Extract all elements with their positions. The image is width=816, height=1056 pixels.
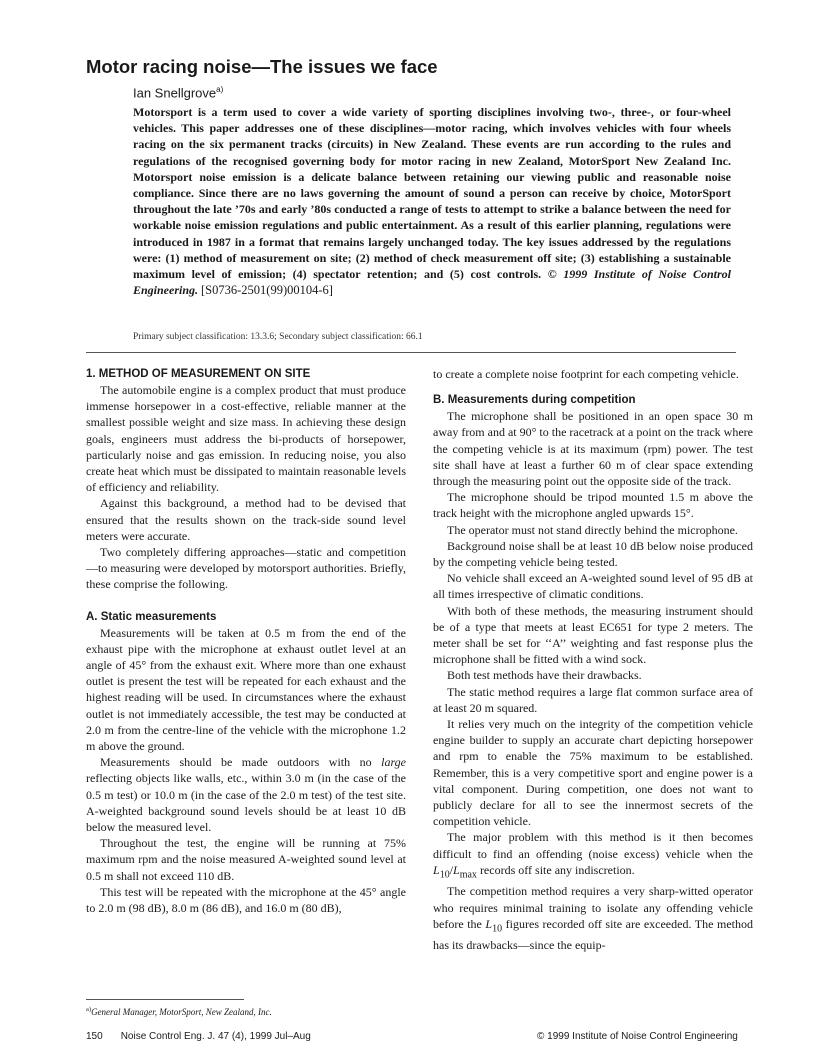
left-column <box>86 366 406 916</box>
paragraph: Measurements will be taken at 0.5 m from the end of the exhaust pipe with the microphone at exhaust outlet level at an angle of 45° from the exhaust exit. Where more than one exhaust outlet is present the test will be repeated for each exhaust and the highest reading will be used. In circumstances where the exhaust outlet is not immediately accessible, the test may be conducted at 2.0 m from the centre-line of the vehicle with the microphone 1.2 m above the ground. <box>86 625 406 754</box>
paragraph: Throughout the test, the engine will be running at 75% maximum rpm and the noise measured A-weighted sound level at 0.5 m shall not exceed 110 dB. <box>86 836 406 883</box>
paragraph: It relies very much on the integrity of the competition vehicle engine builder to supply an accurate chart depicting horsepower and rpm to enable the 75% maximum to be established. Remember, this is a very competitive sport and engine power is a vital component. During competition, one does not want to publicly declare for all to see the innermost secrets of the competition vehicle. <box>433 717 753 829</box>
paragraph: The automobile engine is a complex product that must produce immense horsepower in a cost-effective, reliable manner at the smallest possible weight and size mass. In achieving these design goals, engineers must address the bi-products of horsepower, particularly noise and gas emission. In reducing noise, you also create heat which must be dissipated to maintain reasonable levels of efficiency and reliability. <box>86 383 406 495</box>
footer-left <box>86 1031 311 1043</box>
subject-classification: Primary subject classification: 13.3.6; Secondary subject classification: 66.1 <box>133 332 423 342</box>
footnote <box>86 1004 272 1018</box>
abstract-text: Motorsport is a term used to cover a wide variety of sporting disciplines involving two-, three-, or four-wheel vehicles. This paper addresses one of these disciplines—motor racing, which involves vehicles with four wheels racing on the six permanent tracks (circuits) in New Zealand. These events are run according to the rules and regulations of the recognised governing body for motor racing in new Zealand, MotorSport New Zealand Inc. Motorsport noise emission is a delicate balance between retaining our viewing public and reasonable noise compliance. Since there are no laws governing the amount of sound a person can receive by choice, MotorSport throughout the late ’70s and early ’80s conducted a range of tests to attempt to strike a balance between the need for workable noise emission regulations and public entertainment. As a result of this earlier planning, regulations were introduced in 1987 in a format that remains largely unchanged today. The key issues addressed by the regulations were: (1) method of measurement on site; (2) method of check measurement off site; (3) establishing a sustainable maximum level of emission; (4) spectator retention; and (5) cost controls. <box>133 105 731 282</box>
paragraph: No vehicle shall exceed an A-weighted sound level of 95 dB at all times irrespective of climatic conditions. <box>433 571 753 602</box>
journal-citation: Noise Control Eng. J. 47 (4), 1999 Jul–Aug <box>120 1031 311 1042</box>
author-name: Ian Snellgrove <box>133 85 217 101</box>
paragraph: The static method requires a large flat common surface area of at least 20 m squared. <box>433 684 753 715</box>
paragraph: The microphone should be tripod mounted 1.5 m above the track height with the microphone angled upwards 15°. <box>433 490 753 521</box>
footer-copyright: © 1999 Institute of Noise Control Engineering <box>537 1031 738 1042</box>
section-heading-1: 1. METHOD OF MEASUREMENT ON SITE <box>86 368 311 380</box>
header-divider <box>86 352 736 353</box>
paragraph: Measurements should be made outdoors with no large reflecting objects like walls, etc., within 3.0 m (in the case of the 0.5 m test) or 10.0 m (in the case of the 2.0 m test) of the test site. A-weighted background sound levels should be at least 10 dB below the measured level. <box>86 755 406 835</box>
abstract <box>133 104 731 298</box>
footnote-divider <box>86 999 244 1000</box>
paragraph: The microphone shall be positioned in an open space 30 m away from and at 90° to the racetrack at a point on the track where the competing vehicle is at its maximum (rpm) power. The test site shall have at least a further 60 m of clear space extending through the measuring point out the opposite side of the track. <box>433 409 753 489</box>
paragraph: Both test methods have their drawbacks. <box>447 668 642 683</box>
section-heading-a: A. Static measurements <box>86 610 217 623</box>
symbol-l: L <box>433 862 440 877</box>
paragraph: Two completely differing approaches—static and competition—to measuring were developed by motorsport authorities. Briefly, these comprise the following. <box>86 545 406 592</box>
section-heading-b: B. Measurements during competition <box>433 394 636 407</box>
paragraph: The major problem with this method is it then becomes difficult to find an offending (noise excess) vehicle when the $L_{10}/L_{max}$ records off site any indiscretion. <box>433 830 753 881</box>
paragraph: Against this background, a method had to be devised that ensured that the results shown on the track-side sound level meters were accurate. <box>86 496 406 543</box>
paragraph: The competition method requires a very sharp-witted operator who requires minimal training to isolate any offending vehicle before the $L_{10}$ figures recorded off site are exceeded. The method has its drawbacks—since the equip- <box>433 884 753 953</box>
paragraph: The operator must not stand directly behind the microphone. <box>447 522 738 537</box>
paragraph: Background noise shall be at least 10 dB below noise produced by the competing vehicle being tested. <box>433 538 753 570</box>
paragraph-continuation: to create a complete noise footprint for each competing vehicle. <box>433 367 739 381</box>
abstract-doi-code: [S0736-2501(99)00104-6] <box>201 283 333 298</box>
paragraph: With both of these methods, the measuring instrument should be of a type that meets at least EC651 for type 2 meters. The meter shall be set for ‘‘A’’ weighting and fast response plus the microphone shall be fitted with a wind sock. <box>433 603 753 667</box>
author-footnote-mark[interactable]: a) <box>216 85 224 94</box>
footnote-mark: a) <box>86 1006 92 1013</box>
footnote-text: General Manager, MotorSport, New Zealand, Inc. <box>91 1007 272 1017</box>
author-line <box>133 82 223 101</box>
abstract-copyright: © 1999 Institute of Noise Control Engineering. <box>133 267 732 298</box>
page-number: 150 <box>86 1031 103 1042</box>
paragraph: This test will be repeated with the microphone at the 45° angle to 2.0 m (98 dB), 8.0 m (86 dB), and 16.0 m (80 dB), <box>86 884 406 916</box>
emphasis: large <box>381 755 406 770</box>
paper-title: Motor racing noise—The issues we face <box>86 56 438 77</box>
right-column <box>433 366 753 954</box>
